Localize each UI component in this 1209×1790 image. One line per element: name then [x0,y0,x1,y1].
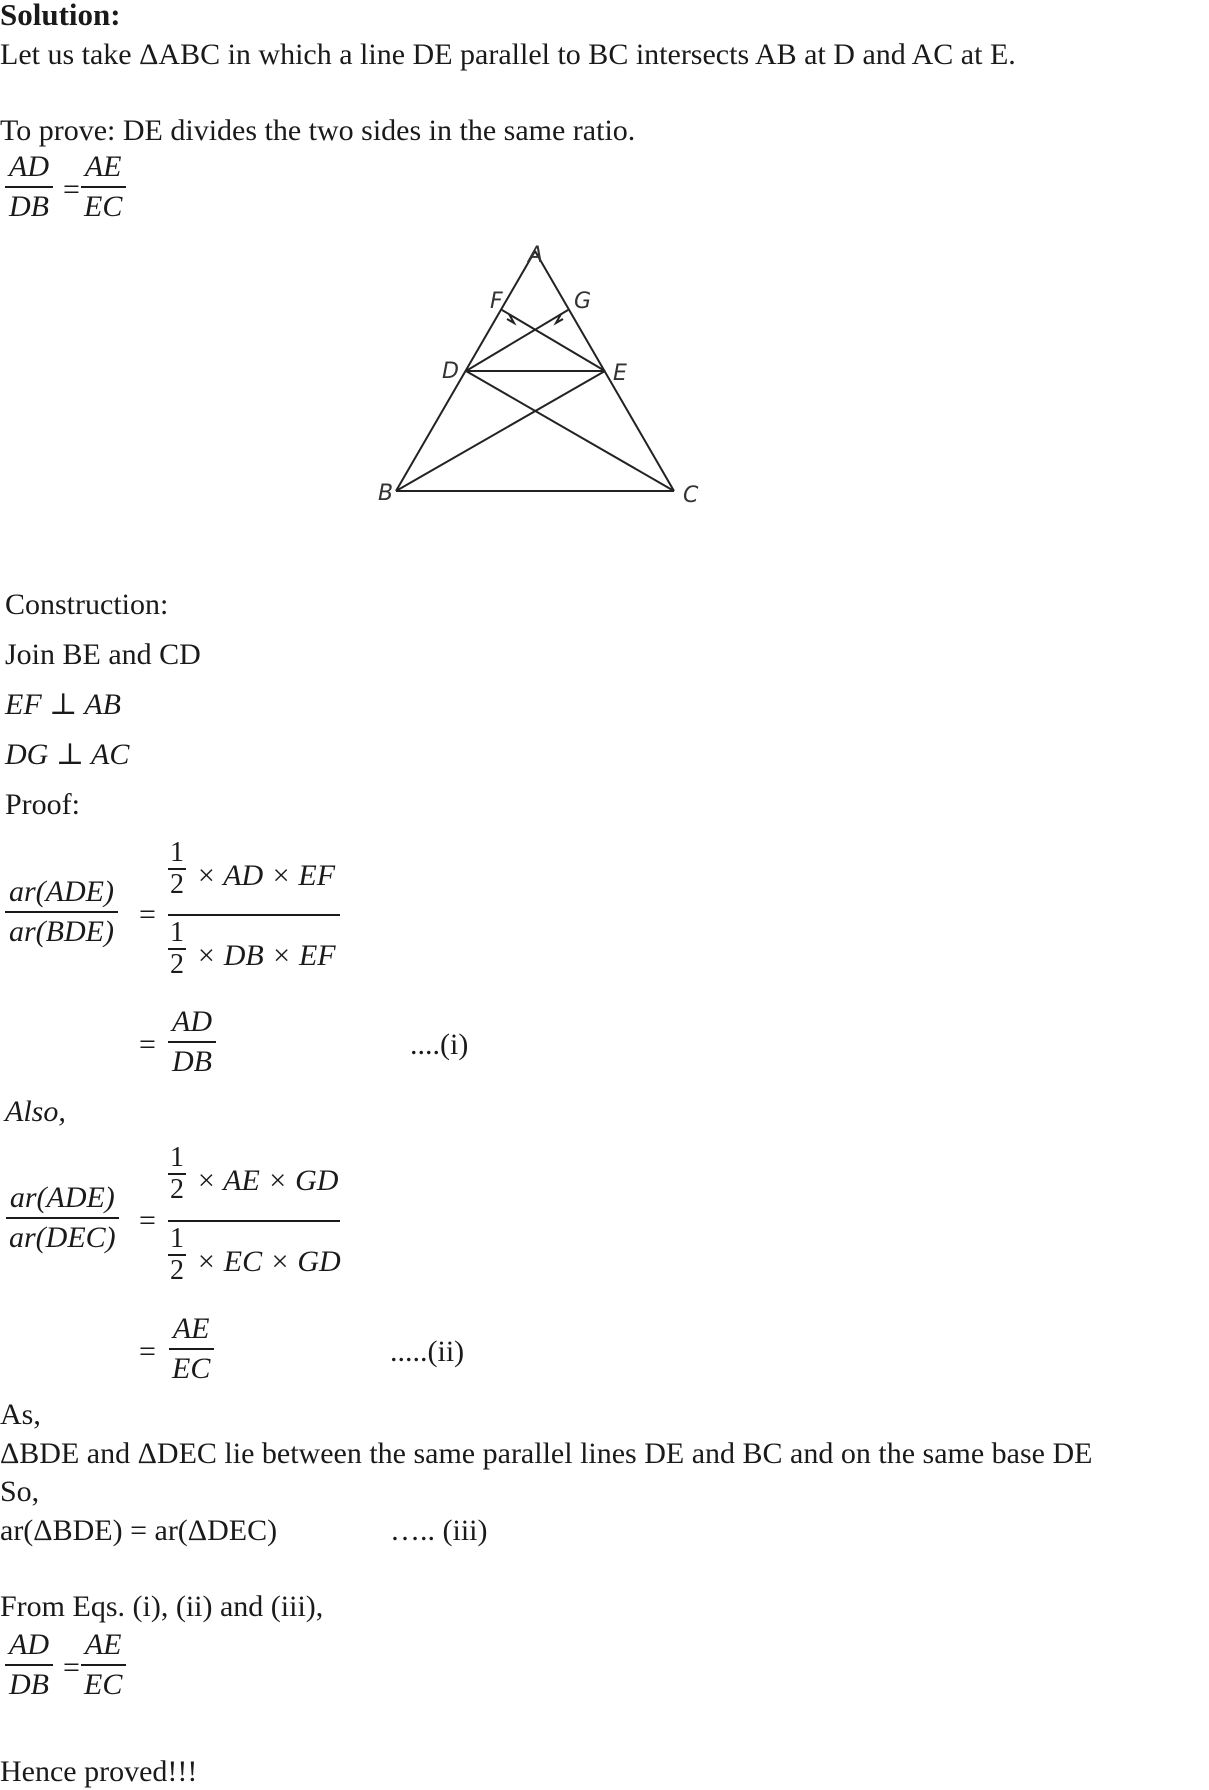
right-angle-g [556,314,563,323]
equation-tag-ii: .....(ii) [390,1335,465,1368]
rhs-denominator-2: × EC × GD [196,1245,341,1278]
result-fraction-1: $\frac{AD}{DB}$ [168,1005,216,1079]
half-numerator-2: 1 2 [170,1142,184,1205]
line-be [396,371,605,491]
conclusion-text: Hence proved!!! [0,1755,198,1788]
rhs-numerator-1: × AD × EF [196,859,336,892]
equals-sign: = [139,1028,156,1061]
so-text: So, [0,1475,40,1508]
fraction-ae-ec: $\frac{AE}{EC}$ [80,150,126,224]
main-fraction-bar-2 [168,1220,340,1222]
equation-tag-i: ....(i) [410,1028,469,1061]
equals-sign: = [139,1335,156,1368]
half-numerator-1: 1 2 [170,837,184,900]
half-denominator-1: 1 2 [170,917,184,980]
label-e: E [613,360,627,386]
result-fraction-2: $\frac{AE}{EC}$ [168,1312,214,1386]
fraction-ad-db: $\frac{AD}{DB}$ [5,150,53,224]
also-text: Also, [5,1095,66,1128]
lhs-fraction-1: ar(ADE) ar(BDE) [5,875,118,949]
fraction-ad-db: $\frac{AD}{DB}$ [5,1628,53,1702]
label-c: C [683,482,699,508]
parallel-statement: ΔBDE and ΔDEC lie between the same parallel lines DE and BC and on the same base DE [0,1437,1093,1470]
lhs-fraction-2: ar(ADE) ar(DEC) [5,1181,120,1255]
label-a: A [528,242,544,268]
equals-sign: = [63,1651,80,1684]
rhs-denominator-1: × DB × EF [196,939,336,972]
label-b: B [378,480,394,506]
label-f: F [490,288,503,314]
equals-sign: = [139,898,156,931]
construction-step-ef: EF ⊥ AB [5,688,121,721]
construction-step-join: Join BE and CD [5,638,201,671]
triangle-figure [370,240,730,540]
as-text: As, [0,1398,41,1431]
solution-heading: Solution: [0,0,121,32]
construction-step-dg: DG ⊥ AC [5,738,130,771]
proof-title: Proof: [5,788,80,821]
half-denominator-2: 1 2 [170,1223,184,1286]
equals-sign: = [139,1204,156,1237]
label-g: G [574,288,592,314]
main-fraction-bar-1 [168,914,340,916]
equals-sign: = [63,173,80,206]
fraction-ae-ec: $\frac{AE}{EC}$ [80,1628,126,1702]
equation-tag-iii: ….. (iii) [390,1514,488,1547]
rhs-numerator-2: × AE × GD [196,1164,339,1197]
line-cd [466,371,674,491]
label-d: D [442,358,459,384]
to-prove-text: To prove: DE divides the two sides in the same ratio. [0,114,636,147]
intro-text: Let us take ΔABC in which a line DE parallel to BC intersects AB at D and AC at E. [0,38,1016,71]
area-equality: ar(ΔBDE) = ar(ΔDEC) [0,1514,278,1547]
construction-title: Construction: [5,588,169,621]
from-equations-text: From Eqs. (i), (ii) and (iii), [0,1590,324,1623]
